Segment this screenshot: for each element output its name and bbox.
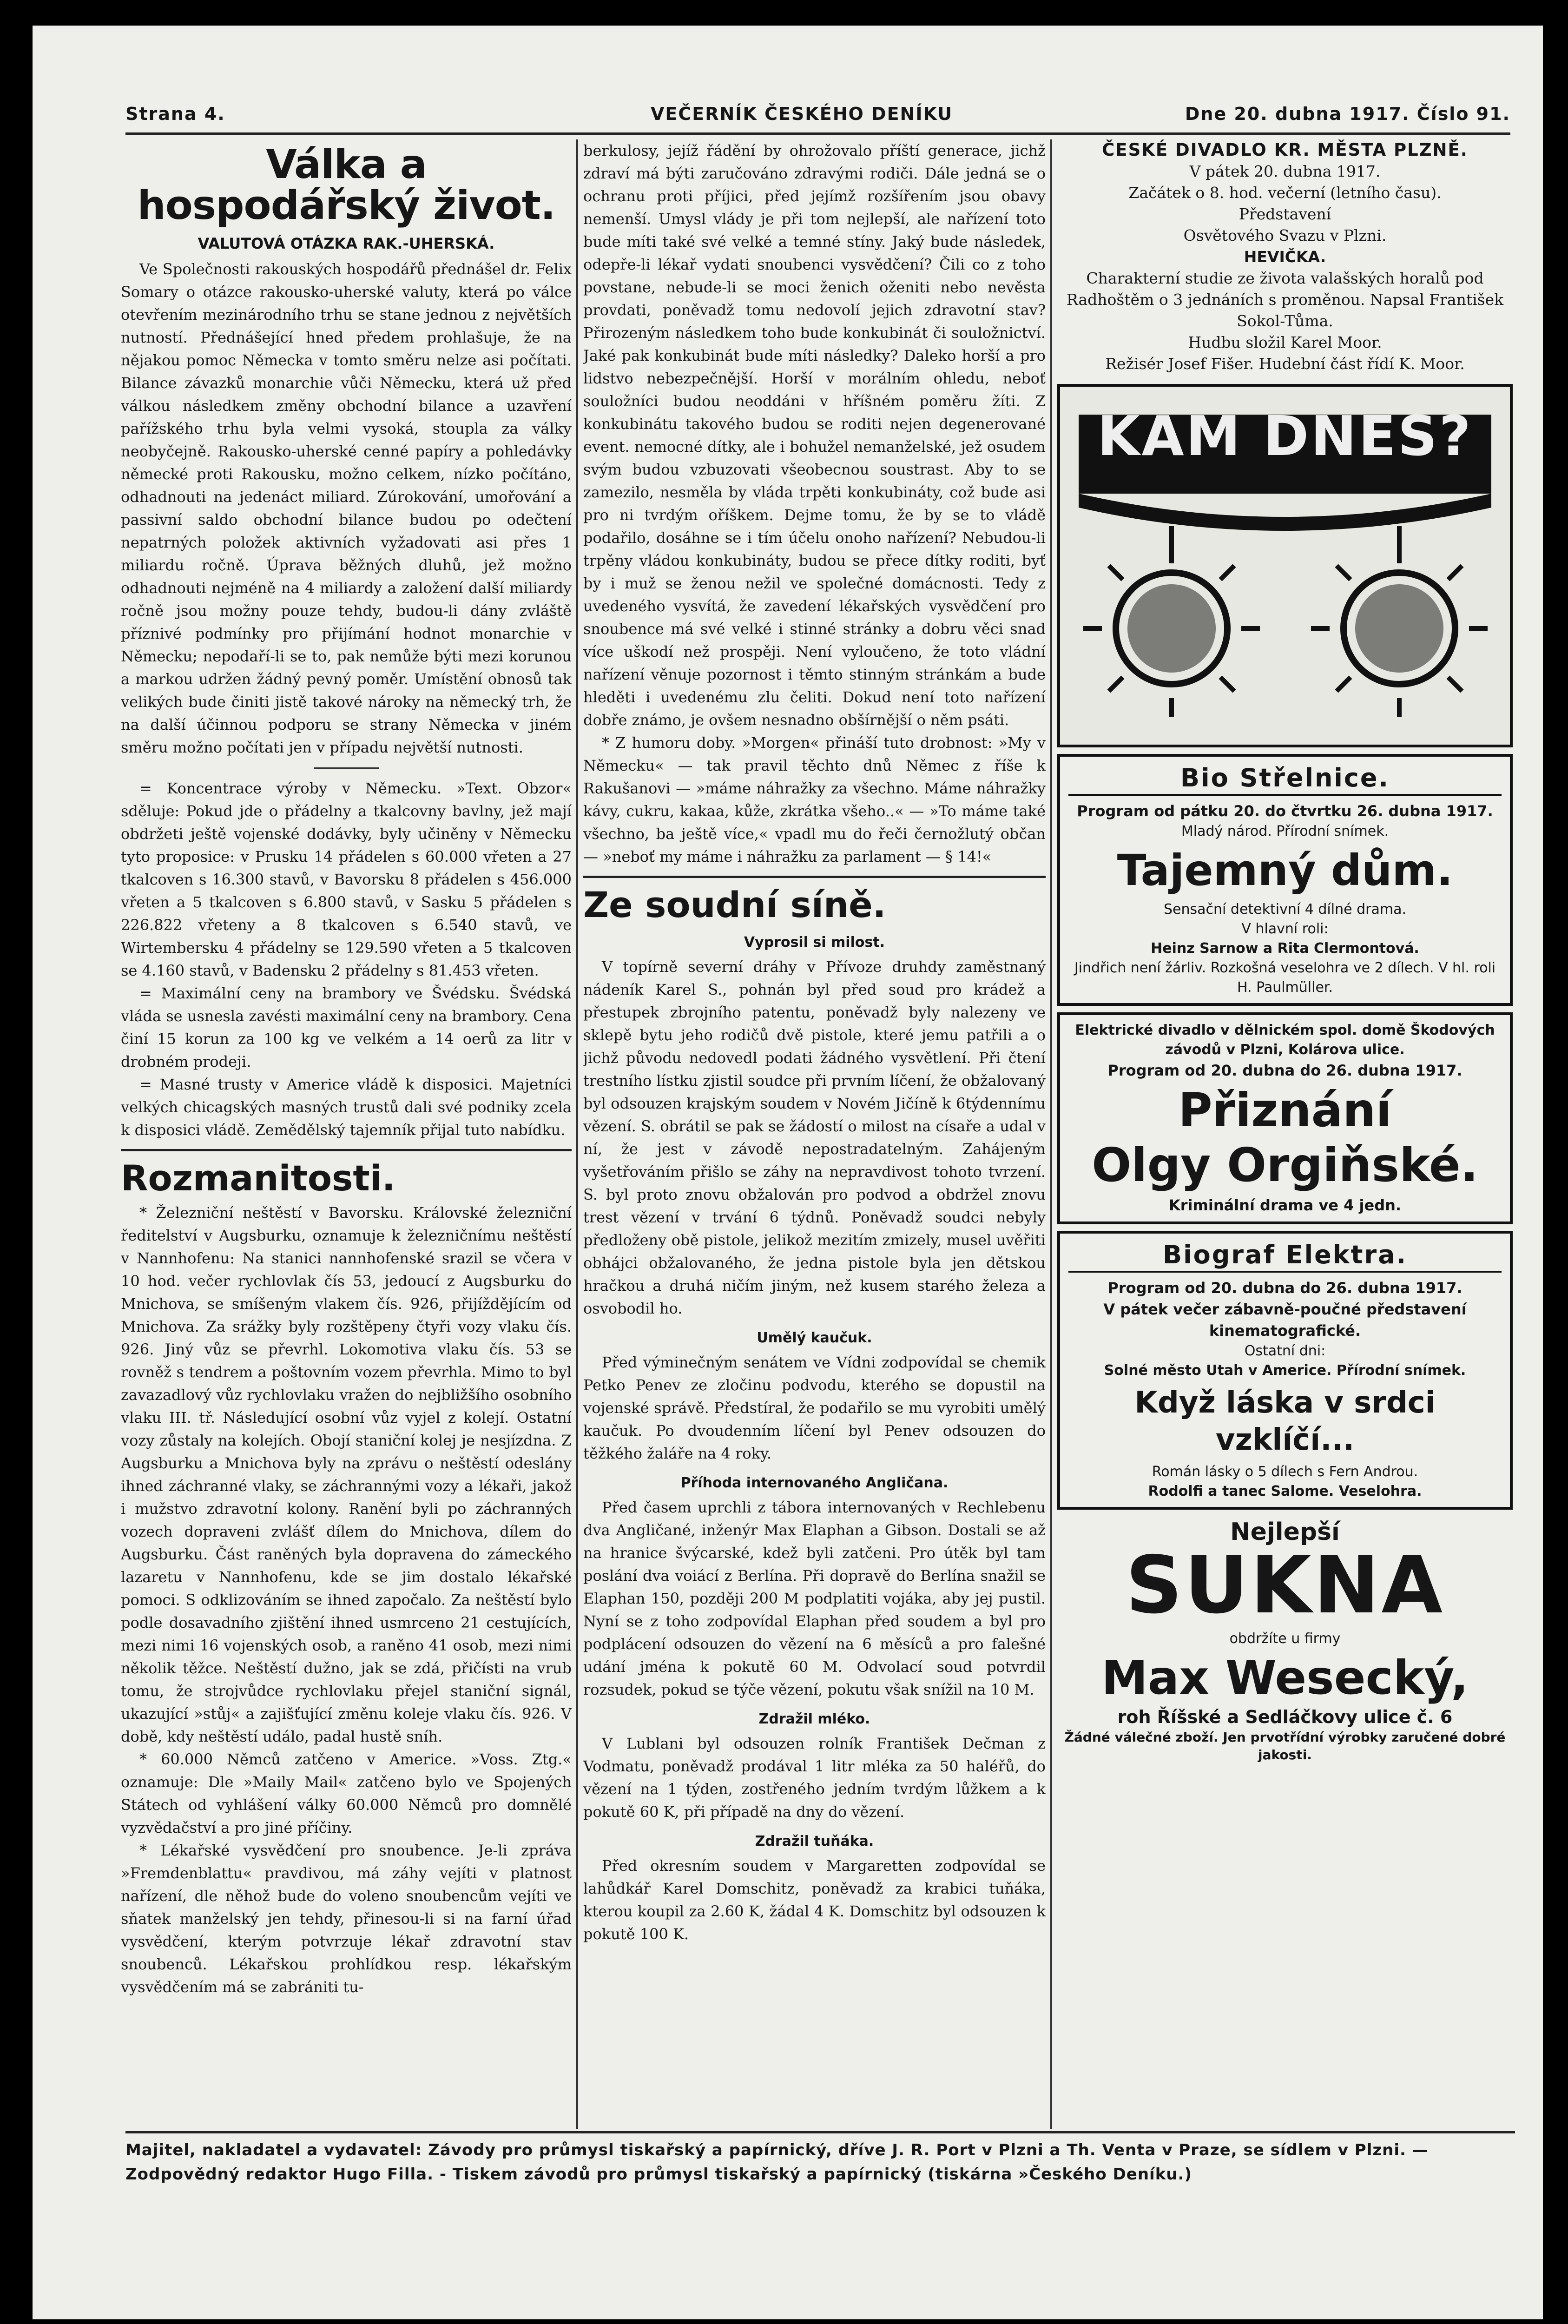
theater-date: V pátek 20. dubna 1917.: [1189, 162, 1381, 180]
cinema-line: Mladý národ. Přírodní snímek.: [1181, 823, 1389, 839]
sukna-word: SUKNA: [1125, 1539, 1445, 1631]
theater-ad: [1057, 139, 1513, 375]
sukna-firm: Max Wesecký,: [1101, 1651, 1469, 1705]
cinema-line: V hlavní roli:: [1241, 921, 1329, 937]
cinema-name: Bio Střelnice.: [1068, 762, 1502, 796]
column-rule: [576, 139, 578, 2129]
theater-time: Začátek o 8. hod. večerní (letního času).: [1128, 184, 1442, 202]
imprint-footer: Majitel, nakladatel a vydavatel: Závody pro průmysl tiskařský a papírnický, dříve J. R. Port v Plzni a Th. Venta v Praze, se sídlem v Plzni. — Zodpovědný redaktor Hugo Filla. - Tiskem závodů pro průmysl tiskařský a papírnický (tiskárna »Českého Deníku.): [125, 2131, 1515, 2194]
article-title-valuta: VALUTOVÁ OTÁZKA RAK.-UHERSKÁ.: [198, 235, 495, 252]
film-title: Když láska v srdci vzklíčí...: [1134, 1386, 1436, 1457]
news-item-humor: * Z humoru doby. »Morgen« přináší tuto drobnost: »My v Německu« — tak pravil těchto dnů Němec z říše k Rakušanovi — »máme náhražky za všechno. Máme náhražky kávy, cukru, kakaa, kůže, zkrátka všeho..« — »To máme také všechno, ba ještě více,« vpadl mu do řeči černožlutý občan — »neboť my máme i náhražku za parlament — § 14!«: [583, 734, 1046, 865]
court-item-title: Zdražil tuňáka.: [755, 1833, 874, 1849]
cinema-line: Solné město Utah v Americe. Přírodní snímek.: [1104, 1362, 1466, 1379]
column-middle: [583, 139, 1046, 2129]
cinema-program: Program od pátku 20. do čtvrtku 26. dubna 1917.: [1077, 802, 1493, 820]
theater-play: HEVIČKA.: [1244, 248, 1326, 266]
cinema-line: Ostatní dni:: [1244, 1343, 1326, 1359]
theater-name: ČESKÉ DIVADLO KR. MĚSTA PLZNĚ.: [1102, 140, 1468, 160]
court-item-text: V Lublani byl odsouzen rolník František Dečman z Vodmatu, poněvadž prodával 1 litr mléka za 50 haléřů, do vězení na 1 týden, zostřeného jedním tvrdým lůžkem a k pokutě 60 K, při případě na dny do vězení.: [583, 1735, 1046, 1821]
kam-dnes-text: KAM DNES?: [1097, 404, 1473, 468]
cinema-ad-elektricke-divadlo: [1057, 1012, 1513, 1224]
film-title: Přiznání: [1178, 1083, 1392, 1137]
theater-line: Osvětového Svazu v Plzni.: [1183, 226, 1387, 244]
sukna-ad: [1057, 1518, 1513, 1764]
court-item-text: Před okresním soudem v Margaretten zodpovídal se lahůdkář Karel Domschitz, poněvadž za krabici tuňáka, kterou koupil za 2.60 K, žádal 4 K. Domschitz byl odsouzen k pokutě 100 K.: [583, 1857, 1046, 1943]
column-economy: [121, 139, 572, 2129]
cinema-ad-bio-strelnice: [1057, 754, 1513, 1006]
masthead: [125, 95, 1510, 135]
news-item: = Masné trusty v Americe vládě k disposici. Majetníci velkých chicagských masných trustů dali své podniky zcela k disposici vládě. Zemědělský tajemník přijal tuto nabídku.: [121, 1076, 572, 1139]
court-item-title: Příhoda internovaného Angličana.: [680, 1475, 949, 1491]
cinema-line: Rodolfi a tanec Salome. Veselohra.: [1148, 1483, 1422, 1499]
sukna-best: Nejlepší: [1230, 1518, 1340, 1546]
page-number: Strana 4.: [125, 104, 225, 124]
sukna-note: Žádné válečné zboží. Jen prvotřídní výrobky zaručené dobré jakosti.: [1064, 1730, 1506, 1763]
cinema-line: Sensační detektivní 4 dílné drama.: [1164, 901, 1406, 918]
cinema-program: Program od 20. dubna do 26. dubna 1917.: [1107, 1062, 1463, 1079]
article-valuta-text: Ve Společnosti rakouských hospodářů přednášel dr. Felix Somary o otázce rakousko-uherské valuty, která po válce otevřením mezinárodního trhu se stane jednou z největších nutností. Přednášející hned předem prohlašuje, že na nějakou pomoc Německa v tomto směru nelze asi počítati. Bilance závazků monarchie vůči Německu, která už před válkou následkem změny obchodní bilance a uzavření pařížského trhu byla velmi vysoká, stoupla za války neobyčejně. Rakousko-uherské cenné papíry a pohledávky německé proti Rakousku, možno celkem, nízko počítáno, odhadnouti na jedenáct miliard. Zúrokování, umořování a passivní saldo obchodní bilance budou po odečtení nepatrných položek aktivních vyžadovati asi přes 1 miliardu ročně. Úprava běžných dluhů, jež možno odhadnouti nejméně na 4 miliardy a založení další miliardy ročně jsou možny pouze tehdy, budou-li dány zvláště příznivé podmínky pro přijímání hodnot monarchie v Německu; nepodaří-li se to, pak nemůže býti mezi korunou a markou udržen žádný pevný poměr. Umístění obnosů tak velikých bude činiti jistě takové nároky na německý trh, že na další účinnou podporu se strany Německa v jiném směru možno počítati jen v případu největší nutnosti.: [121, 260, 572, 756]
newspaper-title: VEČERNÍK ČESKÉHO DENÍKU: [651, 104, 953, 124]
film-cast: Heinz Sarnow a Rita Clermontová.: [1151, 940, 1419, 957]
film-title: Olgy Orgiňské.: [1092, 1138, 1478, 1192]
court-item-title: Zdražil mléko.: [758, 1711, 870, 1727]
cinema-line: Román lásky o 5 dílech s Fern Androu.: [1152, 1464, 1418, 1480]
kam-dnes-plate: [1079, 404, 1491, 494]
news-item: = Koncentrace výroby v Německu. »Text. Obzor« sděluje: Pokud jde o přádelny a tkalcovny bavlny, jež mají obdržeti ještě vojenské dodávky, byly učiněny v Německu tyto proposice: v Prusku 14 přádelen s 60.000 vřeten a 27 tkalcoven s 16.300 stavů, v Bavorsku 8 přádelen s 456.000 vřeten a 5 tkalcoven s 6.800 stavů, v Sasku 5 přádelen s 226.822 vřeteny a 8 tkalcoven s 6.540 stavů, ve Wirtembersku 4 přádelny se 129.590 vřeten a 5 tkalcoven se 4.160 stavů, v Badensku 2 přádelny s 81.453 vřeten.: [121, 779, 572, 979]
kam-dnes-banner: [1057, 384, 1513, 747]
news-item: * 60.000 Němců zatčeno v Americe. »Voss. Ztg.« oznamuje: Dle »Maily Mail« zatčeno bylo ve Spojených Státech od vyhlášení války 60.000 Němců pro domnělé vyzvědačství a pro jiné příčiny.: [121, 1750, 572, 1836]
section-head-court: Ze soudní síně.: [583, 884, 886, 925]
column-advertisements: [1057, 139, 1513, 2133]
cinema-line: V pátek večer zábavně-poučné představení kinematografické.: [1103, 1301, 1467, 1340]
divider: [121, 1149, 572, 1151]
cinema-name: Elektrické divadlo v dělnickém spol. domě Škodových závodů v Plzni, Kolárova ulice.: [1075, 1022, 1495, 1058]
section-head-miscellany: Rozmanitosti.: [121, 1157, 395, 1199]
sukna-get: obdržíte u firmy: [1229, 1631, 1341, 1647]
divider: [583, 876, 1046, 878]
issue-date: Dne 20. dubna 1917. Číslo 91.: [1185, 104, 1510, 124]
court-item-text: Před výminečným senátem ve Vídni zodpovídal se chemik Petko Penev ze zločinu podvodu, kterého se dopustil na vojenské správě. Předstíral, že podařilo se mu vyrobiti umělý kaučuk. Po dvoudenním líčení byl Penev odsouzen do těžkého žaláře na 4 roky.: [583, 1353, 1046, 1462]
cinema-line: Jindřich není žárliv. Rozkošná veselohra ve 2 dílech. V hl. roli H. Paulmüller.: [1074, 960, 1496, 996]
film-title: Tajemný dům.: [1117, 845, 1453, 895]
court-item-text: V topírně severní dráhy v Přívoze druhdy zaměstnaný nádeník Karel S., pohnán byl před soud pro krádež a přestupek zbrojního patentu, poněvadž byly nalezeny ve sklepě bytu jeho rodičů dvě pistole, které jemu patřili a o jichž původu nedovedl podati žádného vysvětlení. Při čtení trestního lístku zjistil soudce při prvním líčení, že obžalovaný byl odsouzen krajským soudem v Novém Jičíně k 6týdennímu vězení. S. obrátil se pak se žádostí o milost na císaře a udal v ní, že jest v závodě nepostradatelným. Zahájeným vyšetřováním přišlo se záhy na nepravdivost tohoto tvrzení. S. byl proto znovu obžalován pro podvod a obdržel znovu trest vězení v trvání 6 týdnů. Poněvadž soudci nebyly předloženy obě pistole, jelikož mezitím zmizely, musel uvěřiti obhájci obžalovaného, že jedna pistole byla jen dětskou hračkou a druhá ničím jiným, než kusem starého železa a osvobodil ho.: [583, 958, 1046, 1317]
cinema-name: Biograf Elektra.: [1068, 1239, 1502, 1273]
cinema-ad-biograf-elektra: [1057, 1231, 1513, 1510]
headline-war-economy: Válka a hospodářský život.: [137, 141, 555, 229]
theater-music: Hudbu složil Karel Moor.: [1188, 333, 1382, 351]
cinema-line: Kriminální drama ve 4 jedn.: [1168, 1196, 1402, 1214]
court-item-title: Umělý kaučuk.: [757, 1330, 872, 1346]
court-item-text: Před časem uprchli z tábora internovaných v Rechlebenu dva Angličané, inženýr Max Elaphan a Gibson. Dostali se až na hranice švýcarské, kdež byli zatčeni. Pro útěk byl tam poslání dva voiácí z Berlína. Při dopravě do Berlína snažil se Elaphan 150, později 200 M podplatiti vojáka, aby jej pustil. Nyní se z toho zodpovídal Elaphan před soudem a byl pro podplácení odsouzen do vězení na 6 měsíců a pro falešné udání jména k pokutě 60 M. Odvolací soud potvrdil rozsudek, pokud se týče vězení, pokutu však snížil na 10 M.: [583, 1499, 1046, 1698]
column-rule: [1050, 139, 1052, 2129]
news-item: * Lékařské vysvědčení pro snoubence. Je-li zpráva »Fremdenblattu« pravdivou, má záhy vejíti v platnost nařízení, dle něhož bude do voleno snoubencům vejíti ve sňatek manželský jen tehdy, přinesou-li si na farní úřad vysvědčení, kterým potvrzuje lékař zdravotní stav snoubenců. Lékařskou prohlídkou resp. lékařským vysvědčením má se zabrániti tu-: [121, 1842, 572, 1996]
news-item: = Maximální ceny na brambory ve Švédsku. Švédská vláda se usnesla zavésti maximální ceny na brambory. Cena činí 15 korun za 100 kg ve velkém a 14 oerů za litr v drobném prodeji.: [121, 984, 572, 1070]
divider: [314, 767, 379, 769]
sukna-address: roh Říšské a Sedláčkovy ulice č. 6: [1117, 1707, 1453, 1727]
theater-line: Představení: [1239, 205, 1331, 223]
theater-director: Režisér Josef Fišer. Hudební část řídí K. Moor.: [1105, 355, 1465, 373]
article-continuation: berkulosy, jejíž řádění by ohrožovalo příští generace, jichž zdraví má býti zaručováno zdravými rodiči. Dále jedná se o ochranu proti příjici, před jejímž rozšířením jsou obavy nemenší. Umysl vlády je při tom nejlepší, ale nařízení toto bude míti také své velké a temné stíny. Jaký bude následek, odepře-li lékař vydati snoubenci vysvědčení? Čili co z toho povstane, nebude-li se moci ženich oženiti nebo nevěsta provdati, poněvadž tomu nedovolí jejich zdravotní stav? Přirozeným následkem toho bude konkubinát či souložnictví. Jaké pak konkubinát bude míti následky? Daleko horší a pro lidstvo nebezpečnější. Horší v morálním ohledu, neboť souložníci budou neoddáni v hříšném poměru žíti. Z konkubinátu takového budou se roditi nejen degenerované event. nemocné dítky, ale i bohužel nemanželské, jež osudem svým budou vzbuzovati všeobecnou soustrast. Aby to se zamezilo, nesměla by vláda trpěti konkubináty, což bude asi pro ni tvrdým oříškem. Dejme tomu, že by se to vládě podařilo, dosáhne se i tím účelu onoho nařízení? Nebudou-li trpěny vládou konkubináty, budou se přece dítky roditi, byť by i muž se ženou nežil ve společné domácnosti. Tedy z uvedeného vysvítá, že zavedení lékařských vysvědčení pro snoubence má své velké i stinné stránky a dobru věci snad více uškodí než prospěji. Není vyloučeno, že toto vládní nařízení věnuje pozornost i těmto stinným stránkám a bude hleděti i uvedenému zlu čeliti. Dokud není toto nařízení dobře známo, je ovšem nesnadno obšírnější o něm psáti.: [583, 142, 1046, 729]
theater-description: Charakterní studie ze života valašských horalů pod Radhoštěm o 3 jednáních s proměnou. Napsal František Sokol-Tůma.: [1066, 269, 1504, 330]
cinema-program: Program od 20. dubna do 26. dubna 1917.: [1107, 1279, 1463, 1297]
court-item-title: Vyprosil si milost.: [744, 934, 885, 951]
news-item: * Železniční neštěstí v Bavorsku. Královské železniční ředitelství v Augsburku, oznamuje k železničnímu neštěstí v Nannhofenu: Na stanici nannhofenské srazil se včera v 10 hod. večer rychlovlak čís 53, jedoucí z Augsburku do Mnichova, se smíšeným vlakem čís. 926, přijíždějícím od Mnichova. Za srážky byly rozštěpeny čtyři vozy vlaku čís. 926. Jiný vůz se převrhl. Lokomotiva vlaku čís. 53 se rovněž s tendrem a poštovním vozem převrhla. Mimo to byl zavazadlový vůz rychlovlaku vražen do nejbližšího osobního vlaku III. tř. Následující osobní vůz vyjel z kolejí. Ostatní vozy zůstaly na kolejích. Obojí staniční kolej je nesjízdna. Z Augsburku a Mnichova byly na zprávu o neštěstí odeslány ihned záchranné vlaky, se záchrannými vozy a lékaři, jakož i mužstvo zdravotní kolony. Ranění byli po záchranných vozech dopraveni zvlášť dílem do Mnichova, dílem do Augsburku. Část raněných byla dopravena do zámeckého lazaretu v Nannhofenu, kde se jim dostalo lékařské pomoci. S odklizováním se ihned započalo. Za neštěstí bylo podle dosavadního zjištění ihned usmrceno 21 cestujících, mezi nimi 16 vojenských osob, a raněno 41 osob, mezi nimi několik těžce. Neštěstí dužno, jak se zdá, přičísti na vrub tomu, že strojvůdce rychlovlaku přejel staniční signál, ukazující »stůj« a zajišťující změnu koleje vlaku čís. 926. V době, kdy neštěstí událo, padal hustě sníh.: [121, 1204, 572, 1745]
